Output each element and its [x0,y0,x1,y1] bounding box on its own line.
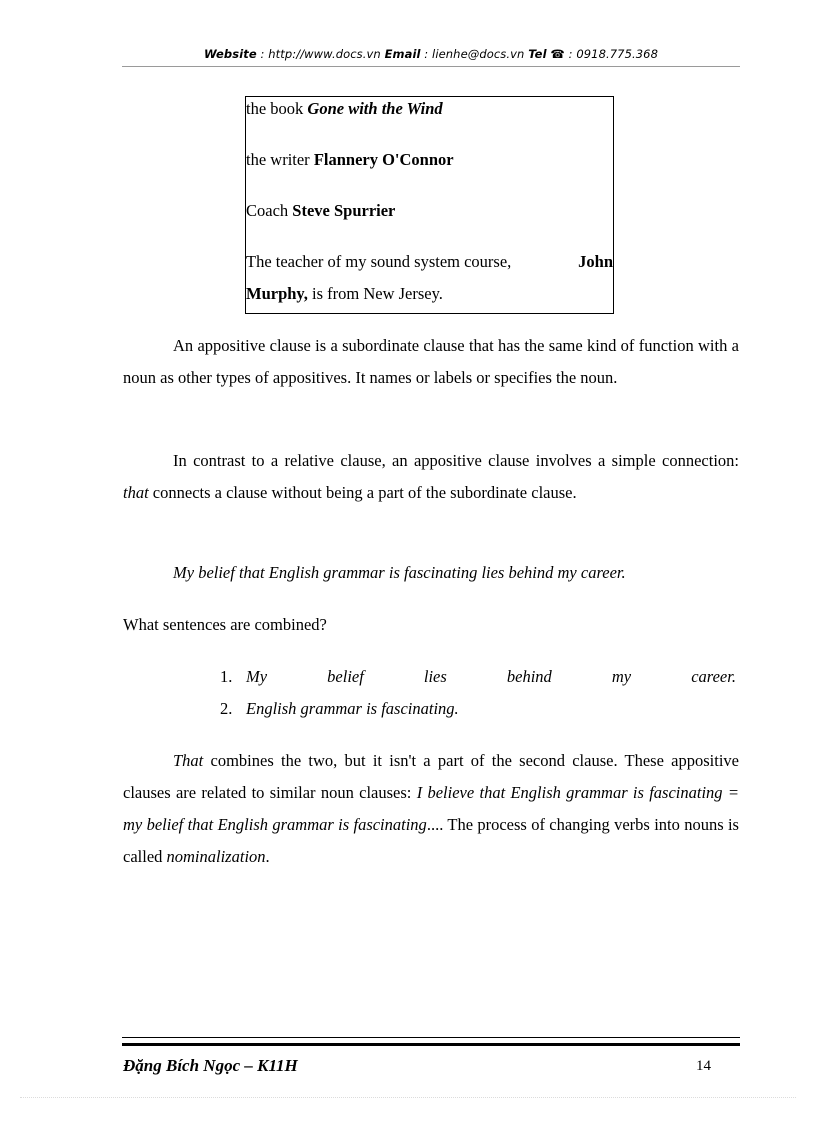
box-line-4-text: The teacher of my sound system course, [246,252,512,271]
para2-text: In contrast to a relative clause, an appositive clause involves a simple connection: [173,451,739,470]
box-line-2-name: Flannery O'Connor [313,150,454,169]
box-line-4-name: John [578,252,613,271]
website-value: : http://www.docs.vn [256,47,385,61]
paragraph-appositive-clause: An appositive clause is a subordinate clause that has the same kind of function with a noun as other types of appositives. It names or labels or specifies the noun. [123,336,739,387]
phone-icon: ☎ [550,47,565,61]
box-line-1 [246,99,443,119]
header-rule [122,66,740,67]
tel-label: Tel [528,47,547,61]
tel-value: : 0918.775.368 [564,47,658,61]
para3-italic-term: nominalization [166,847,266,866]
para3-text-2: .... The process of changing verbs into nouns is called [123,815,739,866]
page-header [122,47,740,61]
box-line-4 [246,252,613,272]
examples-box [245,96,614,314]
page-number: 14 [696,1058,711,1074]
list-number: 1. [220,667,233,686]
box-line-3-name: Steve Spurrier [292,201,396,220]
paragraph-contrast [123,445,739,509]
email-label: Email [384,47,421,61]
list-text-2: English grammar is fascinating. [246,699,459,718]
box-line-5 [246,284,443,304]
list-number: 2. [220,699,233,718]
footer-rule-thick [122,1043,740,1046]
box-line-1-text: the book [246,99,308,118]
list-text-1 [246,667,736,687]
box-line-3 [246,201,395,221]
list-word: belief [327,667,364,686]
page-bottom-border [20,1097,796,1098]
box-line-2 [246,150,454,170]
footer-author: Đặng Bích Ngọc – K11H [123,1056,298,1075]
footer-rule-thin [122,1037,740,1038]
email-value: : lienhe@docs.vn [420,47,529,61]
website-label: Website [203,47,257,61]
box-line-3-text: Coach [246,201,293,220]
list-word: career. [691,667,736,686]
question: What sentences are combined? [123,615,327,634]
list-word: behind [506,667,552,686]
box-line-5-text: is from New Jersey. [307,284,443,303]
box-line-2-text: the writer [246,150,314,169]
paragraph-combines [123,745,739,873]
example-sentence: My belief that English grammar is fascinating lies behind my career. [173,563,626,582]
list-word: my [611,667,632,686]
para2-italic: that [123,483,149,502]
list-word: lies [423,667,447,686]
list-word: My [246,667,268,686]
para3-text-1: combines the two, but it isn't a part of the second clause. These appositive clauses are related to similar noun clauses: [123,751,739,802]
para3-italic-that: That [173,751,204,770]
box-line-5-name: Murphy, [246,284,308,303]
para2-text-end: connects a clause without being a part of the subordinate clause. [148,483,577,502]
box-line-1-title: Gone with the Wind [307,99,443,118]
para3-text-3: . [265,847,270,866]
para3-italic-example: I believe that English grammar is fascinating = my belief that English grammar is fascinating [123,783,739,834]
